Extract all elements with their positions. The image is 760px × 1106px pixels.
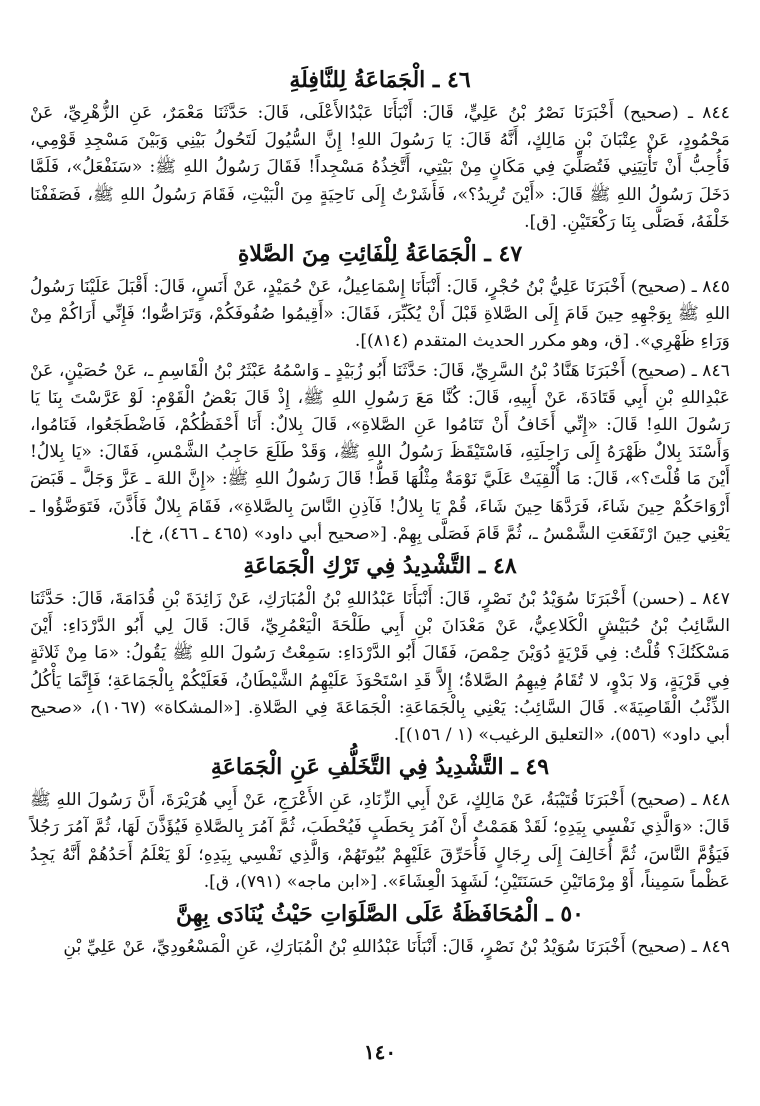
hadith-paragraph: ٨٤٦ ـ (صحيح) أَخْبَرَنَا هَنَّادُ بْنُ السَّرِيِّ، قَالَ: حَدَّثَنَا أَبُو زُبَيْدٍ ـ وَاسْمُهُ عَبْثَرُ بْنُ الْقَاسِمِ ـ، عَنْ حُصَيْنٍ، عَنْ عَبْدِاللهِ بْنِ أَبِي قَتَادَةَ، عَنْ أَبِيهِ، قَالَ: كُنَّا مَعَ رَسُولِ اللهِ ﷺ، إِذْ قَالَ بَعْضُ الْقَوْمِ: لَوْ عَرَّسْتَ بِنَا يَا رَسُولَ اللهِ! قَالَ: «إِنِّي أَخَافُ أَنْ تَنَامُوا عَنِ الصَّلاةِ»، قَالَ بِلالٌ: أَنَا أَحْفَظُكُمْ، فَاضْطَجَعُوا، فَنَامُوا، وَأَسْنَدَ بِلالٌ ظَهْرَهُ إِلَى رَاحِلَتِهِ، فَاسْتَيْقَظَ رَسُولُ اللهِ ﷺ، وَقَدْ طَلَعَ حَاجِبُ الشَّمْسِ، فَقَالَ: «يَا بِلالُ! أَيْنَ مَا قُلْتَ؟»، قَالَ: مَا أُلْقِيَتْ عَلَيَّ نَوْمَةٌ مِثْلُهَا قَطُّ! قَالَ رَسُولُ اللهِ ﷺ: «إِنَّ اللهَ ـ عَزَّ وَجَلَّ ـ قَبَضَ أَرْوَاحَكُمْ حِينَ شَاءَ، فَرَدَّهَا حِينَ شَاءَ، قُمْ يَا بِلالُ! فَآذِنِ النَّاسَ بِالصَّلاةِ»، فَقَامَ بِلالٌ فَأَذَّنَ، فَتَوَضَّؤُوا ـ يَعْنِي حِينَ ارْتَفَعَتِ الشَّمْسُ ـ، ثُمَّ قَامَ فَصَلَّى بِهِمْ. [«صحيح أبي داود» (٤٦٥ ـ ٤٦٦)، خ]. [30, 360, 730, 544]
page-number: ١٤٠ [363, 1040, 397, 1064]
hadith-paragraph: ٨٤٩ ـ (صحيح) أَخْبَرَنَا سُوَيْدُ بْنُ نَصْرٍ، قَالَ: أَنْبَأَنَا عَبْدُاللهِ بْنُ الْمُبَارَكِ، عَنِ الْمَسْعُودِيِّ، عَنْ عَلِيِّ بْنِ [63, 937, 730, 958]
section-47 [30, 238, 730, 548]
chapter-heading: ٤٩ ـ التَّشْدِيدُ فِي التَّخَلُّفِ عَنِ الْجَمَاعَةِ [210, 754, 550, 781]
section-48 [30, 550, 730, 749]
section-46 [30, 64, 730, 236]
section-49 [30, 751, 730, 896]
chapter-heading: ٥٠ ـ الْمُحَافَظَةُ عَلَى الصَّلَوَاتِ حَيْثُ يُنَادَى بِهِنَّ [176, 901, 584, 928]
section-50 [30, 898, 730, 961]
hadith-paragraph: ٨٤٤ ـ (صحيح) أَخْبَرَنَا نَصْرُ بْنُ عَلِيٍّ، قَالَ: أَنْبَأَنَا عَبْدُالأَعْلَى، قَالَ: حَدَّثَنَا مَعْمَرٌ، عَنِ الزُّهْرِيِّ، عَنْ مَحْمُودٍ، عَنْ عِتْبَانَ بْنِ مَالِكٍ، أَنَّهُ قَالَ: يَا رَسُولَ اللهِ! إِنَّ السُّيُولَ لَتَحُولُ بَيْنِي وَبَيْنَ مَسْجِدِ قَوْمِي، فَأُحِبُّ أَنْ تَأْتِيَنِي فَتُصَلِّيَ فِي مَكَانٍ مِنْ بَيْتِي، أَتَّخِذُهُ مَسْجِداً! فَقَالَ رَسُولُ اللهِ ﷺ: «سَنَفْعَلُ»، فَلَمَّا دَخَلَ رَسُولُ اللهِ ﷺ قَالَ: «أَيْنَ تُرِيدُ؟»، فَأَشَرْتُ إِلَى نَاحِيَةٍ مِنَ الْبَيْتِ، فَقَامَ رَسُولُ اللهِ ﷺ، فَصَفَفْنَا خَلْفَهُ، فَصَلَّى بِنَا رَكْعَتَيْنِ. [ق]. [30, 103, 730, 232]
chapter-heading: ٤٧ ـ الْجَمَاعَةُ لِلْفَائِتِ مِنَ الصَّلاةِ [237, 241, 523, 268]
chapter-heading: ٤٦ ـ الْجَمَاعَةُ لِلنَّافِلَةِ [289, 67, 471, 93]
hadith-paragraph: ٨٤٧ ـ (حسن) أَخْبَرَنَا سُوَيْدُ بْنُ نَصْرٍ، قَالَ: أَنْبَأَنَا عَبْدُاللهِ بْنُ الْمُبَارَكِ، عَنْ زَائِدَةَ بْنِ قُدَامَةَ، قَالَ: حَدَّثَنَا السَّائِبُ بْنُ حُبَيْشٍ الْكَلاعِيُّ، عَنْ مَعْدَانَ بْنِ أَبِي طَلْحَةَ الْيَعْمُرِيِّ، قَالَ: قَالَ لِي أَبُو الدَّرْدَاءِ: أَيْنَ مَسْكَنُكَ؟ قُلْتُ: فِي قَرْيَةٍ دُوَيْنَ حِمْصَ، فَقَالَ أَبُو الدَّرْدَاءِ: سَمِعْتُ رَسُولَ اللهِ ﷺ يَقُولُ: «مَا مِنْ ثَلاثَةٍ فِي قَرْيَةٍ، وَلا بَدْوٍ، لا تُقَامُ فِيهِمُ الصَّلاةُ؛ إِلاَّ قَدِ اسْتَحْوَذَ عَلَيْهِمُ الشَّيْطَانُ، فَعَلَيْكُمْ بِالْجَمَاعَةِ؛ فَإِنَّمَا يَأْكُلُ الذِّئْبُ الْقَاصِيَةَ». قَالَ السَّائِبُ: يَعْنِي بِالْجَمَاعَةِ: الْجَمَاعَةَ فِي الصَّلاةِ. [«المشكاة» (١٠٦٧)، «صحيح أبي داود» (٥٥٦)، «التعليق الرغيب» (١ / ١٥٦)]. [30, 589, 731, 746]
hadith-paragraph: ٨٤٥ ـ (صحيح) أَخْبَرَنَا عَلِيُّ بْنُ حُجْرٍ، قَالَ: أَنْبَأَنَا إِسْمَاعِيلُ، عَنْ حُمَيْدٍ، عَنْ أَنَسٍ، قَالَ: أَقْبَلَ عَلَيْنَا رَسُولُ اللهِ ﷺ بِوَجْهِهِ حِينَ قَامَ إِلَى الصَّلاةِ قَبْلَ أَنْ يُكَبِّرَ، فَقَالَ: «أَقِيمُوا صُفُوفَكُمْ، وَتَرَاصُّوا؛ فَإِنِّي أَرَاكُمْ مِنْ وَرَاءِ ظَهْرِي». [ق، وهو مكرر الحديث المتقدم (٨١٤)]. [30, 277, 730, 352]
chapter-heading: ٤٨ ـ التَّشْدِيدُ فِي تَرْكِ الْجَمَاعَةِ [243, 553, 517, 580]
hadith-paragraph: ٨٤٨ ـ (صحيح) أَخْبَرَنَا قُتَيْبَةُ، عَنْ مَالِكٍ، عَنْ أَبِي الزِّنَادِ، عَنِ الأَعْرَجِ، عَنْ أَبِي هُرَيْرَةَ، أَنَّ رَسُولَ اللهِ ﷺ قَالَ: «وَالَّذِي نَفْسِي بِيَدِهِ؛ لَقَدْ هَمَمْتُ أَنْ آمُرَ بِحَطَبٍ فَيُحْطَبَ، ثُمَّ آمُرَ بِالصَّلاةِ فَيُؤَذَّنَ لَهَا، ثُمَّ آمُرَ رَجُلاً فَيَؤُمَّ النَّاسَ، ثُمَّ أُخَالِفَ إِلَى رِجَالٍ فَأُحَرِّقَ عَلَيْهِمْ بُيُوتَهُمْ، وَالَّذِي نَفْسِي بِيَدِهِ؛ لَوْ يَعْلَمُ أَحَدُهُمْ أَنَّهُ يَجِدُ عَظْماً سَمِيناً، أَوْ مِرْمَاتَيْنِ حَسَنَتَيْنِ؛ لَشَهِدَ الْعِشَاءَ». [«ابن ماجه» (٧٩١)، ق]. [30, 790, 730, 892]
